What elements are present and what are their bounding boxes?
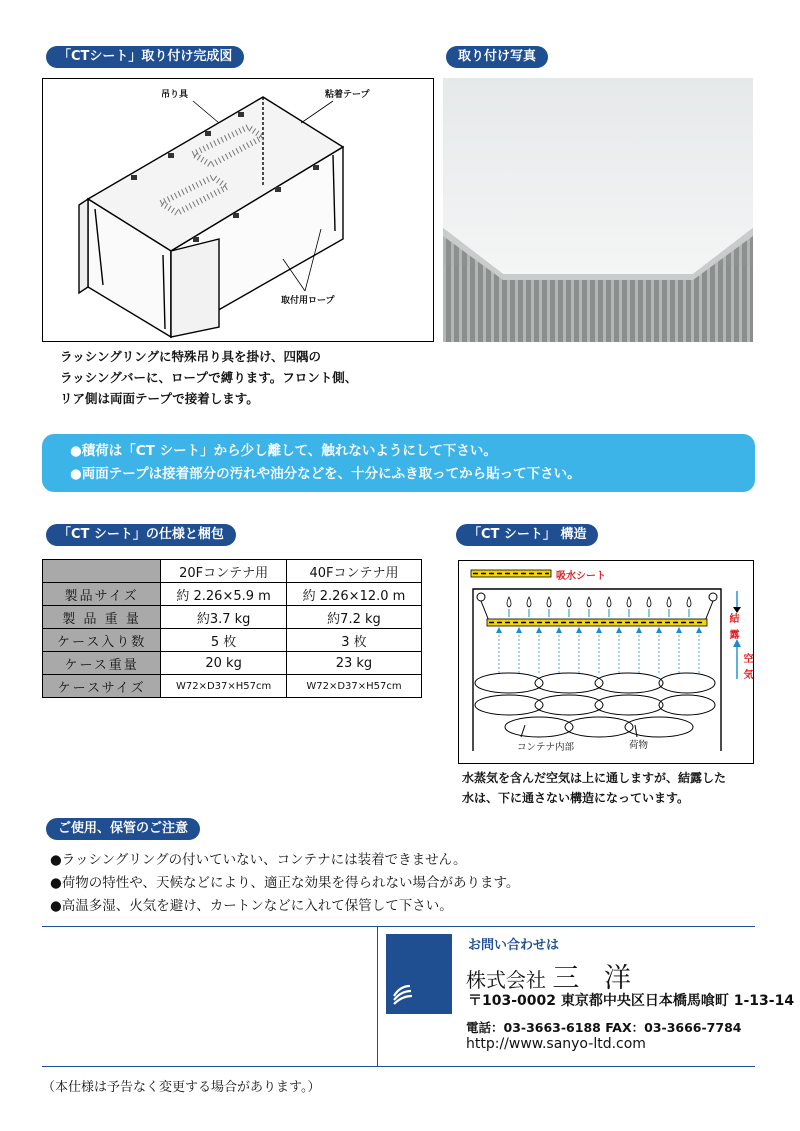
air-label: 空気 — [741, 653, 752, 685]
droplet-icons — [496, 597, 702, 673]
spec-row — [43, 629, 422, 652]
spec-row — [43, 583, 422, 606]
spec-cell: 約7.2 kg — [286, 606, 421, 629]
container-diagram-svg — [43, 79, 435, 343]
spec-row — [43, 652, 422, 675]
hook-label: 吊り具 — [161, 90, 189, 100]
spec-section-title: 「CT シート」の仕様と梱包 — [46, 524, 236, 546]
droplet-icon — [667, 597, 671, 607]
vapor-arrow-icon — [636, 627, 642, 633]
rope-label: 取付用ロープ — [281, 296, 335, 306]
install-section-title: 「CTシート」取り付け完成図 — [46, 46, 244, 68]
photo-svg — [443, 78, 753, 342]
company-main-name: 三 洋 — [552, 963, 639, 994]
install-photo — [443, 78, 753, 342]
spec-row — [43, 675, 422, 698]
structure-svg — [459, 561, 755, 765]
cargo-label: 荷物 — [629, 740, 649, 751]
company-logo — [386, 934, 452, 1014]
spec-header-row — [43, 560, 422, 583]
vapor-arrow-icon — [596, 627, 602, 633]
vapor-arrow-icon — [656, 627, 662, 633]
structure-caption-line2: 水は、下に通さない構造になっています。 — [462, 791, 690, 805]
contact-heading: お問い合わせは — [468, 938, 560, 953]
vapor-arrow-icon — [616, 627, 622, 633]
contact-bottom-rule — [42, 1066, 755, 1067]
caution-item: ●ラッシングリングの付いていない、コンテナには装着できません。 — [50, 852, 467, 868]
droplet-icon — [627, 597, 631, 607]
install-diagram — [42, 78, 434, 342]
spec-row-label: ケース重量 — [43, 652, 161, 675]
vapor-arrow-icon — [536, 627, 542, 633]
vapor-arrow-icon — [696, 627, 702, 633]
vapor-arrow-icon — [576, 627, 582, 633]
droplet-icon — [587, 597, 591, 607]
tape-label: 粘着テープ — [325, 90, 370, 100]
notice-line2: ●両面テープは接着部分の汚れや油分などを、十分にふき取ってから貼って下さい。 — [70, 466, 581, 482]
structure-section-title: 「CT シート」 構造 — [456, 524, 598, 546]
spec-cell: 23 kg — [286, 652, 421, 675]
spec-col-20f: 20Fコンテナ用 — [161, 560, 287, 583]
spec-corner-cell — [43, 560, 161, 583]
install-caption-line2: ラッシングバーに、ロープで縛ります。フロント側、 — [60, 370, 358, 385]
structure-caption — [462, 768, 726, 808]
spec-table — [42, 559, 422, 698]
install-caption — [60, 346, 357, 409]
install-caption-line1: ラッシングリングに特殊吊り具を掛け、四隅の — [60, 349, 321, 364]
spec-row-label: ケース入り数 — [43, 629, 161, 652]
spec-col-40f: 40Fコンテナ用 — [286, 560, 421, 583]
caution-item: ●高温多湿、火気を避け、カートンなどに入れて保管して下さい。 — [50, 898, 453, 914]
container-label: コンテナ内部 — [517, 742, 575, 753]
spec-cell: 20 kg — [161, 652, 287, 675]
vapor-arrow-icon — [496, 627, 502, 633]
install-caption-line3: リア側は両面テープで接着します。 — [60, 391, 259, 406]
spec-cell: 約 2.26×5.9 m — [161, 583, 287, 606]
spec-cell: 3 枚 — [286, 629, 421, 652]
droplet-icon — [607, 597, 611, 607]
company-prefix: 株式会社 — [466, 968, 546, 992]
spec-cell: 約 2.26×12.0 m — [286, 583, 421, 606]
spec-cell: W72×D37×H57cm — [161, 675, 287, 698]
logo-mark-icon — [386, 934, 452, 1014]
droplet-icon — [507, 597, 511, 607]
contact-top-rule — [42, 926, 755, 927]
footnote: （本仕様は予告なく変更する場合があります。） — [42, 1080, 321, 1095]
structure-caption-line1: 水蒸気を含んだ空気は上に通しますが、結露した — [462, 771, 727, 785]
droplet-icon — [527, 597, 531, 607]
spec-row — [43, 606, 422, 629]
spec-row-label: ケースサイズ — [43, 675, 161, 698]
spec-row-label: 製 品 重 量 — [43, 606, 161, 629]
spec-row-label: 製品サイズ — [43, 583, 161, 606]
company-url[interactable]: http://www.sanyo-ltd.com — [466, 1036, 646, 1052]
vapor-arrow-icon — [676, 627, 682, 633]
droplet-icon — [687, 597, 691, 607]
droplet-icon — [647, 597, 651, 607]
droplet-icon — [567, 597, 571, 607]
sheet-label: 吸水シート — [556, 571, 606, 582]
company-phone: 電話：03-3663-6188 FAX：03-3666-7784 — [466, 1020, 742, 1035]
company-address: 〒103-0002 東京都中央区日本橋馬喰町 1-13-14 — [468, 993, 795, 1009]
photo-section-title: 取り付け写真 — [446, 46, 548, 68]
caution-item: ●荷物の特性や、天候などにより、適正な効果を得られない場合があります。 — [50, 875, 520, 891]
condense-label: 結露 — [727, 613, 738, 645]
spec-cell: 5 枚 — [161, 629, 287, 652]
vapor-arrow-icon — [516, 627, 522, 633]
vapor-arrow-icon — [556, 627, 562, 633]
spec-cell: W72×D37×H57cm — [286, 675, 421, 698]
contact-divider — [377, 926, 378, 1066]
structure-diagram — [458, 560, 754, 764]
droplet-icon — [547, 597, 551, 607]
notice-line1: ●積荷は「CT シート」から少し離して、触れないようにして下さい。 — [70, 443, 497, 459]
notice-box — [42, 434, 755, 492]
cautions-section-title: ご使用、保管のご注意 — [46, 818, 200, 840]
spec-cell: 約3.7 kg — [161, 606, 287, 629]
